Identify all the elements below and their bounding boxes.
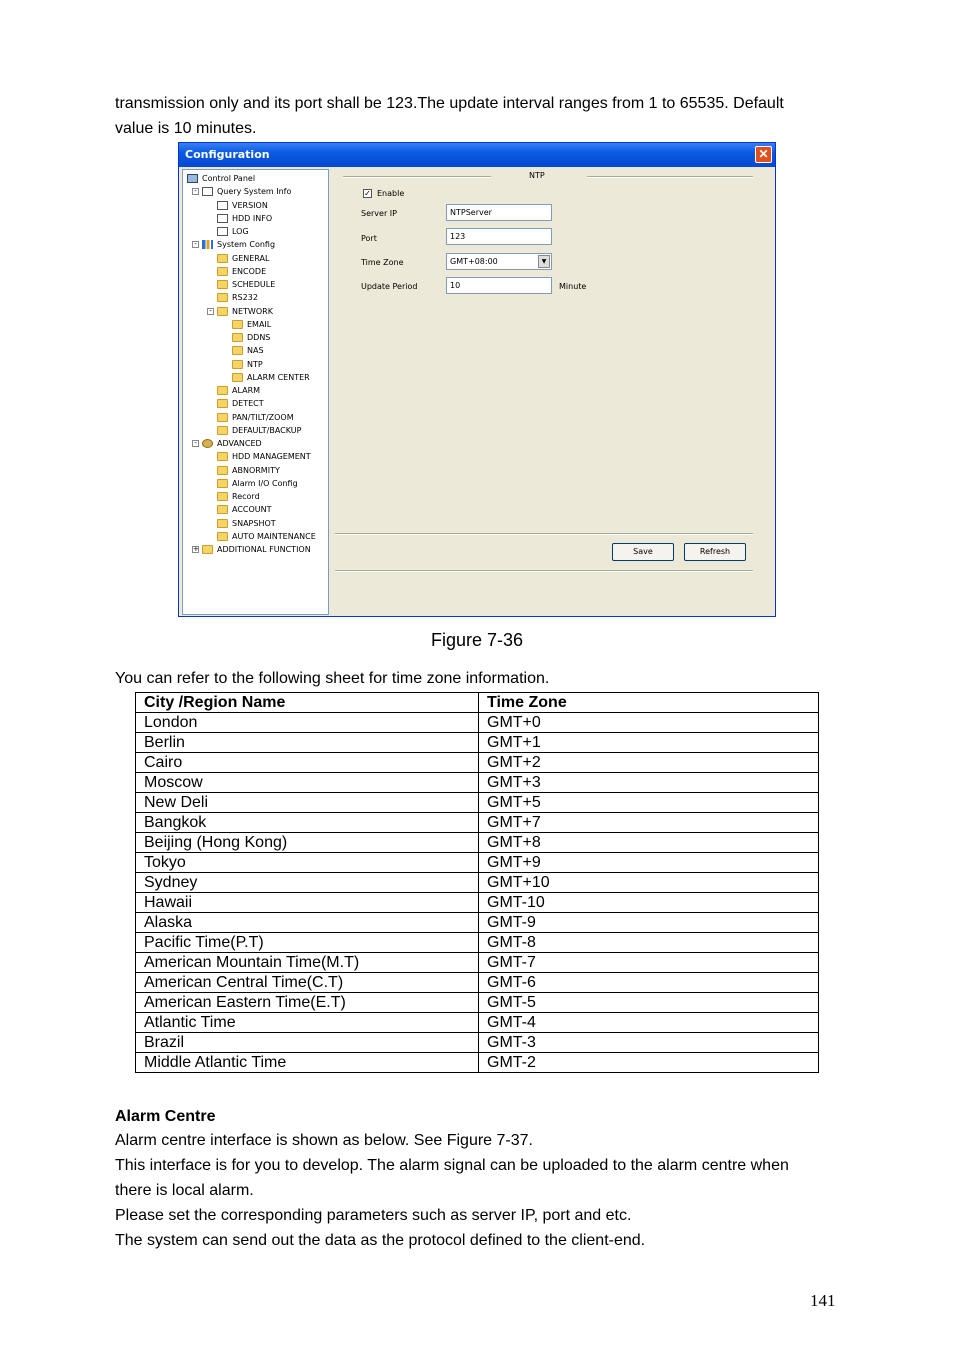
timezone-cell: GMT-3 [479, 1033, 819, 1053]
chevron-down-icon[interactable]: ▼ [538, 255, 550, 268]
table-row [136, 773, 819, 793]
page-number: 141 [810, 1291, 836, 1310]
folder-icon [232, 333, 243, 342]
ntp-panel [331, 169, 773, 615]
port-label: Port [361, 234, 377, 243]
tree-item[interactable] [217, 503, 272, 516]
tree-item-label: HDD INFO [232, 213, 273, 223]
tree-item[interactable] [217, 411, 294, 424]
city-cell: Moscow [136, 773, 479, 793]
tree-item-label: ADDITIONAL FUNCTION [217, 545, 311, 554]
timezone-cell: GMT+10 [479, 873, 819, 893]
tree-item-label: DEFAULT/BACKUP [232, 425, 302, 435]
group-divider-left [343, 176, 491, 178]
folder-icon [217, 293, 228, 302]
tree-item[interactable] [217, 265, 266, 278]
tree-item-label: Alarm I/O Config [232, 478, 298, 488]
table-header-row [136, 693, 819, 713]
table-row [136, 833, 819, 853]
city-cell: Cairo [136, 753, 479, 773]
button-divider-top [335, 533, 753, 535]
configuration-window [178, 142, 776, 617]
table-row [136, 813, 819, 833]
tree-item-label: EMAIL [247, 319, 272, 329]
tree-expander[interactable]: - [192, 241, 199, 248]
tree-item[interactable] [232, 371, 310, 384]
tree-item-label: System Config [217, 240, 276, 250]
tree-item-label: NTP [247, 359, 263, 369]
folder-icon [217, 254, 228, 263]
timezone-cell: GMT+5 [479, 793, 819, 813]
intro-line-1: transmission only and its port shall be 123.The update interval ranges from 1 to 65535. Default [115, 95, 784, 112]
city-cell: Hawaii [136, 893, 479, 913]
tree-expander[interactable]: - [207, 308, 214, 315]
folder-icon [217, 519, 228, 528]
port-input[interactable]: 123 [446, 228, 552, 245]
city-cell: Middle Atlantic Time [136, 1053, 479, 1073]
table-row [136, 713, 819, 733]
doc-icon [202, 187, 213, 196]
table-row [136, 1013, 819, 1033]
city-cell: Tokyo [136, 853, 479, 873]
tree-item-label: ACCOUNT [232, 505, 272, 515]
table-row [136, 733, 819, 753]
tree-item[interactable] [232, 318, 271, 331]
tree-item-label: ALARM [232, 386, 261, 395]
timezone-cell: GMT-4 [479, 1013, 819, 1033]
folder-icon [232, 346, 243, 355]
folder-icon [217, 466, 228, 475]
tree-item-label: ALARM CENTER [247, 372, 310, 382]
refresh-button[interactable]: Refresh [684, 543, 746, 561]
column-header-timezone: Time Zone [479, 693, 819, 713]
tree-item[interactable] [202, 543, 311, 556]
tree-item-label: HDD MANAGEMENT [232, 452, 311, 462]
tree-item[interactable] [232, 331, 270, 344]
tree-item-label: NETWORK [232, 306, 273, 316]
city-cell: Berlin [136, 733, 479, 753]
alarm-centre-heading: Alarm Centre [115, 1108, 216, 1125]
timezone-cell: GMT+2 [479, 753, 819, 773]
folder-icon [217, 307, 228, 316]
tree-item[interactable] [232, 358, 263, 371]
tree-item-label: PAN/TILT/ZOOM [232, 412, 294, 422]
figure-caption: Figure 7-36 [430, 630, 524, 650]
tree-item-label: LOG [232, 227, 249, 236]
doc-icon [217, 214, 228, 223]
city-cell: Bangkok [136, 813, 479, 833]
server-ip-input[interactable]: NTPServer [446, 204, 552, 221]
tree-item[interactable] [217, 252, 269, 265]
tree-expander[interactable]: + [193, 545, 199, 553]
folder-icon [217, 505, 228, 514]
bars-icon [202, 240, 213, 249]
city-cell: Sydney [136, 873, 479, 893]
tree-item[interactable] [217, 477, 298, 490]
table-row [136, 853, 819, 873]
timezone-cell: GMT+9 [479, 853, 819, 873]
folder-icon [232, 373, 243, 382]
tree-item-label: Control Panel [202, 174, 256, 183]
table-row [136, 1033, 819, 1053]
folder-icon [217, 399, 228, 408]
tree-item[interactable] [217, 384, 260, 397]
time-zone-value: GMT+08:00 [450, 257, 498, 266]
timezone-cell: GMT-8 [479, 933, 819, 953]
tree-item[interactable] [187, 172, 255, 185]
table-row [136, 933, 819, 953]
tree-item[interactable] [217, 517, 276, 530]
window-titlebar[interactable] [179, 143, 775, 167]
timezone-cell: GMT-10 [479, 893, 819, 913]
table-row [136, 893, 819, 913]
folder-icon [217, 267, 228, 276]
tree-item-label: ABNORMITY [232, 465, 280, 475]
table-row [136, 973, 819, 993]
city-cell: Atlantic Time [136, 1013, 479, 1033]
timezone-cell: GMT-7 [479, 953, 819, 973]
table-intro: You can refer to the following sheet for time zone information. [115, 670, 550, 687]
enable-label: Enable [377, 189, 405, 198]
timezone-cell: GMT-9 [479, 913, 819, 933]
table-row [136, 793, 819, 813]
timezone-cell: GMT+3 [479, 773, 819, 793]
update-period-input[interactable]: 10 [446, 277, 552, 294]
folder-icon [217, 386, 228, 395]
folder-icon [232, 360, 243, 369]
tree-item[interactable] [232, 344, 264, 357]
city-cell: Brazil [136, 1033, 479, 1053]
folder-icon [202, 545, 213, 554]
tree-item-label: SNAPSHOT [232, 518, 276, 528]
folder-icon [217, 452, 228, 461]
tree-item-label: SCHEDULE [232, 280, 276, 289]
tree-expander[interactable]: - [192, 188, 199, 195]
folder-icon [217, 492, 228, 501]
tree-item[interactable] [217, 490, 260, 503]
window-title: Configuration [185, 148, 270, 161]
tree-expander[interactable]: - [192, 440, 199, 447]
tree-item[interactable] [217, 291, 258, 304]
alarm-centre-p2a: This interface is for you to develop. The alarm signal can be uploaded to the alarm centre when [115, 1157, 789, 1174]
alarm-centre-p3: Please set the corresponding parameters such as server IP, port and etc. [115, 1207, 632, 1224]
timezone-cell: GMT+0 [479, 713, 819, 733]
table-row [136, 913, 819, 933]
city-cell: Alaska [136, 913, 479, 933]
tree-item-label: ENCODE [232, 266, 267, 276]
server-ip-label: Server IP [361, 209, 397, 218]
tree-item[interactable] [217, 464, 280, 477]
tree-item-label: RS232 [232, 293, 258, 303]
tree-item-label: AUTO MAINTENANCE [232, 531, 316, 541]
tree-item[interactable] [217, 225, 249, 238]
time-zone-label: Time Zone [361, 258, 404, 267]
tree-item[interactable] [202, 437, 262, 450]
timezone-cell: GMT+8 [479, 833, 819, 853]
tree-item[interactable] [217, 397, 264, 410]
tree-item[interactable] [217, 278, 275, 291]
timezone-cell: GMT-5 [479, 993, 819, 1013]
timezone-cell: GMT-6 [479, 973, 819, 993]
timezone-cell: GMT+7 [479, 813, 819, 833]
tree-item[interactable] [202, 238, 275, 251]
tree-item-label: VERSION [232, 200, 268, 210]
doc-icon [217, 201, 228, 210]
save-button[interactable]: Save [612, 543, 674, 561]
folder-icon [217, 532, 228, 541]
tree-item-label: NAS [247, 346, 264, 356]
timezone-table [135, 692, 819, 1073]
table-row [136, 1053, 819, 1073]
table-row [136, 993, 819, 1013]
tree-item[interactable] [217, 424, 301, 437]
alarm-centre-p2b: there is local alarm. [115, 1182, 254, 1199]
gear-icon [202, 439, 213, 448]
tree-item[interactable] [217, 305, 273, 318]
alarm-centre-p1: Alarm centre interface is shown as below. See Figure 7-37. [115, 1132, 533, 1149]
city-cell: New Deli [136, 793, 479, 813]
timezone-cell: GMT+1 [479, 733, 819, 753]
button-divider-bottom [335, 570, 753, 572]
city-cell: American Central Time(C.T) [136, 973, 479, 993]
tree-item[interactable] [202, 185, 291, 198]
table-row [136, 753, 819, 773]
city-cell: Beijing (Hong Kong) [136, 833, 479, 853]
folder-icon [232, 320, 243, 329]
close-icon[interactable]: ✕ [755, 146, 772, 163]
table-row [136, 953, 819, 973]
column-header-city: City /Region Name [136, 693, 479, 713]
folder-icon [217, 426, 228, 435]
ntp-group-title: NTP [529, 171, 545, 180]
tree-item[interactable] [217, 212, 272, 225]
group-divider-right [587, 176, 753, 178]
tree-item[interactable] [217, 530, 316, 543]
city-cell: London [136, 713, 479, 733]
folder-icon [217, 479, 228, 488]
folder-icon [217, 413, 228, 422]
tree-item-label: GENERAL [232, 253, 270, 263]
doc-icon [217, 227, 228, 236]
tree-item[interactable] [217, 450, 311, 463]
time-zone-select[interactable] [446, 253, 552, 270]
update-period-label: Update Period [361, 282, 418, 291]
tree-item-label: DDNS [247, 333, 271, 342]
update-period-unit: Minute [559, 282, 587, 291]
pc-icon [187, 174, 198, 183]
alarm-centre-p4: The system can send out the data as the protocol defined to the client-end. [115, 1232, 646, 1249]
tree-item-label: Record [232, 492, 260, 501]
city-cell: Pacific Time(P.T) [136, 933, 479, 953]
tree-item-label: DETECT [232, 399, 264, 409]
enable-checkbox[interactable]: ✓ [364, 189, 371, 198]
timezone-cell: GMT-2 [479, 1053, 819, 1073]
folder-icon [217, 280, 228, 289]
city-cell: American Mountain Time(M.T) [136, 953, 479, 973]
intro-line-2: value is 10 minutes. [115, 120, 257, 137]
tree-item[interactable] [217, 199, 268, 212]
city-cell: American Eastern Time(E.T) [136, 993, 479, 1013]
table-row [136, 873, 819, 893]
tree-item-label: Query System Info [217, 187, 292, 197]
tree-item-label: ADVANCED [217, 439, 262, 448]
config-tree[interactable] [182, 169, 329, 615]
